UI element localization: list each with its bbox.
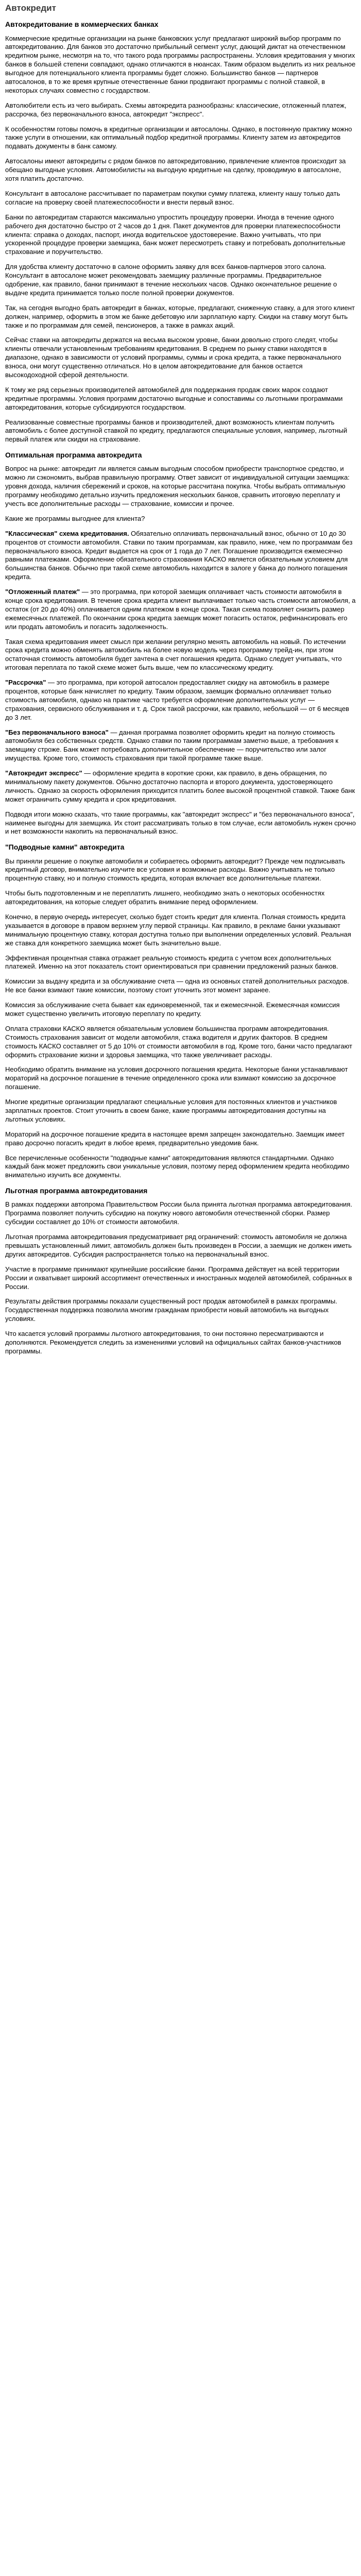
paragraph: Вопрос на рынке: автокредит ли является самым выгодным способом приобрести транспортное средство, и можно ли сэкономить, выбрав правильную программу. Ответ зависит от индивидуальной ситуации заемщика: уровня дохода, наличия сбережений и сроков, на которые рассчитана покупка. Чтобы выбрать оптимальную программу необходимо детально изучить предложения нескольких банков, сравнить итоговую переплату и учесть все дополнительные расходы — страхование, комиссии и прочее. <box>5 465 350 507</box>
paragraph: Автосалоны имеют автокредиты с рядом банков по автокредитованию, привлечение клиентов происходит за обещано выгодные условия. Автомобилисты на выгодную кредитные на сделку, проводимую в автосалоне, хотя платить достаточно. <box>5 157 346 183</box>
paragraph: "Автокредит экспресс" — оформление кредита в короткие сроки, как правило, в день обращения, по минимальному пакету документов. Обычно достаточно паспорта и второго документа, удостоверяющего личность. Однако за скорость оформления приходится платить более высокой процентной ставкой. Также банк может ограничить сумму кредита и срок кредитования. <box>5 769 355 803</box>
paragraph: Для удобства клиенту достаточно в салоне оформить заявку для всех банков-партнеров этого салона. Консультант в автосалоне может рекомендовать заемщику различные программы. Предварительное одобрение, как правило, банки принимают в течение нескольких часов. Однако окончательное решение о выдаче кредита принимается только после полной проверки документов. <box>5 263 337 297</box>
paragraph: Так, на сегодня выгодно брать автокредит в банках, которые, предлагают, сниженную ставку, а для этого клиент должен, например, оформить в этом же банке дебетовую или зарплатную карту. Скидки на ставку могут быть также и по программам для семей, пенсионеров, а также в рамках акций. <box>5 303 355 329</box>
paragraph: В рамках поддержки автопрома Правительством России была принята льготная программа автокредитования. Программа позволяет получить субсидию на покупку нового автомобиля отечественной сборки. Размер субсидии составляет до 10% от стоимости автомобиля. <box>5 1200 352 1226</box>
paragraph: Комиссии за выдачу кредита и за обслуживание счета — одна из основных статей дополнительных расходов. Не все банки взимают такие комиссии, поэтому стоит уточнить этот момент заранее. <box>5 977 349 994</box>
paragraph: Многие кредитные организации предлагают специальные условия для постоянных клиентов и участников зарплатных проектов. Стоит уточнить в своем банке, какие программы автокредитования доступны на льготных условиях. <box>5 1098 337 1123</box>
paragraph: Коммерческие кредитные организации на рынке банковских услуг предлагают широкий выбор программ по автокредитованию. Для банков это достаточно прибыльный сегмент услуг, дающий диктат на отечественном кредитном рынке, несмотря на то, что такого рода программы распространены. Условия кредитования у многих банков в большей степени совпадают, однако отличаются в нюансах. Таким образом выделить из них реальное выгодное для потенциального клиента программы будет сложно. Большинство банков — партнеров автосалонов, в то же время крупные отечественные банки продвигают программы с полной ставкой, в некоторых случаях совместно с государством. <box>5 34 356 94</box>
paragraph: Эффективная процентная ставка отражает реальную стоимость кредита с учетом всех дополнительных платежей. Именно на этот показатель стоит ориентироваться при сравнении предложений разных банков. <box>5 954 338 971</box>
paragraph: Все перечисленные особенности "подводные камни" автокредитования являются стандартными. Однако каждый банк может предложить свои уникальные условия, поэтому перед оформлением кредита необходимо внимательно изучить все документы. <box>5 1154 350 1179</box>
paragraph: Чтобы быть подготовленным и не переплатить лишнего, необходимо знать о некоторых особенностях автокредитования, на которые следует обратить внимание перед оформлением. <box>5 889 325 906</box>
paragraph: "Отложенный платеж" — это программа, при которой заемщик оплачивает часть стоимости автомобиля в конце срока кредитования. В течение срока кредита клиент выплачивает только часть стоимости автомобиля, а остаток (от 20 до 40%) оплачивается одним платежом в конце срока. Такая схема позволяет снизить размер ежемесячных платежей. По окончании срока кредита заемщик может погасить остаток, рефинансировать его или продать автомобиль и погасить задолженность. <box>5 588 356 631</box>
paragraph: Результаты действия программы показали существенный рост продаж автомобилей в рамках программы. Государственная поддержка позволила многим гражданам приобрести новый автомобиль на выгодных условиях. <box>5 1297 337 1323</box>
section-heading: Оптимальная программа автокредита <box>5 451 142 460</box>
paragraph: Консультант в автосалоне рассчитывает по параметрам покупки сумму платежа, клиенту нашу только дать согласие на проверку своей платежеспособности и внести первый взнос. <box>5 189 340 206</box>
section-heading: "Подводные камни" автокредита <box>5 843 125 852</box>
paragraph: Конечно, в первую очередь интересует, сколько будет стоить кредит для клиента. Полная стоимость кредита указывается в договоре в правом верхнем углу первой страницы. Как правило, в рекламе банки указывают минимальную процентную ставку, которая доступна только при выполнении определенных условий. Реальная же ставка для конкретного заемщика может быть значительно выше. <box>5 912 351 947</box>
paragraph: Сейчас ставки на автокредиты держатся на весьма высоком уровне, банки довольно строго следят, чтобы клиенты отвечали установленным требованиям кредитования. В среднем по рынку ставки находятся в диапазоне, однако в зависимости от условий программы, суммы и срока кредита, а также первоначального взноса, они могут существенно отличаться. Но в целом автокредитование для банков остается высокодоходной сферой деятельности. <box>5 336 341 379</box>
paragraph: Банки по автокредитам стараются максимально упростить процедуру проверки. Иногда в течение одного рабочего дня достаточно быстро от 2 часов до 1 дня. Пакет документов для проверки платежеспособности клиента: справка о доходах, паспорт, иногда водительское удостоверение. Важно учитывать, что при ускоренной процедуре проверки заемщика, банк может пересмотреть ставку и потребовать дополнительные страхование и поручительство. <box>5 213 346 256</box>
paragraph: К особенностям готовы помочь в кредитные организации и автосалоны. Однако, в постоянную практику можно также услуги в отношении, как оптимальный подбор кредитной программы. Клиенту затем из автокредитов подавать документы в банк самому. <box>5 125 352 150</box>
paragraph: Мораторий на досрочное погашение кредита в настоящее время запрещен законодательно. Заемщик имеет право досрочно погасить кредит в любое время, предварительно уведомив банк. <box>5 1130 345 1147</box>
paragraph: Необходимо обратить внимание на условия досрочного погашения кредита. Некоторые банки устанавливают мораторий на досрочное погашение в течение определенного срока или взимают комиссию за досрочное погашение. <box>5 1065 348 1091</box>
paragraph: Участие в программе принимают крупнейшие российские банки. Программа действует на всей территории России и охватывает широкий ассортимент отечественных и иностранных моделей автомобилей, собранных в России. <box>5 1265 352 1291</box>
paragraph: Льготная программа автокредитования предусматривает ряд ограничений: стоимость автомобиля не должна превышать установленный лимит, автомобиль должен быть произведен в России, а заемщик не должен иметь других автокредитов. Субсидия распространяется только на первоначальный взнос. <box>5 1233 352 1258</box>
paragraph: Подводя итоги можно сказать, что такие программы, как "автокредит экспресс" и "без первоначального взноса", наименее выгодны для заемщика. Их стоит рассматривать только в том случае, если автомобиль нужен срочно и нет возможности накопить на первоначальный взнос. <box>5 810 356 836</box>
section-heading: Автокредитование в коммерческих банках <box>5 20 159 29</box>
paragraph: "Рассрочка" — это программа, при которой автосалон предоставляет скидку на автомобиль в размере процентов, которые банк начисляет по кредиту. Таким образом, заемщик формально оплачивает только стоимость автомобиля, однако на практике часто требуется оформление дополнительных услуг — страхования, сервисного обслуживания и т. д. Срок такой рассрочки, как правило, небольшой — от 6 месяцев до 3 лет. <box>5 679 349 721</box>
paragraph: Автолюбители есть из чего выбирать. Схемы автокредита разнообразны: классические, отложенный платеж, рассрочка, без первоначального взноса, автокредит "экспресс". <box>5 101 347 118</box>
paragraph: Такая схема кредитования имеет смысл при желании регулярно менять автомобиль на новый. По истечении срока кредита можно обменять автомобиль на более новую модель через программу трейд-ин, при этом остаточная стоимость автомобиля будет зачтена в счет погашения кредита. Однако следует учитывать, что итоговая переплата по такой схеме может быть выше, чем по классическому кредиту. <box>5 637 346 672</box>
section-heading: Льготная программа автокредитования <box>5 1187 148 1195</box>
paragraph: Реализованные совместные программы банков и производителей, дают возможность клиентам получить автомобиль с более доступной ставкой по кредиту, предлагаются специальные условия, например, льготный первый платеж или скидки на страхование. <box>5 418 348 444</box>
paragraph: "Без первоначального взноса" — данная программа позволяет оформить кредит на полную стоимость автомобиля без собственных средств. Однако ставки по таким программам заметно выше, а требования к заемщику строже. Банк может потребовать дополнительное обеспечение — поручительство или залог имущества. Кроме того, стоимость страхования при такой программе также выше. <box>5 728 338 762</box>
paragraph: Вы приняли решение о покупке автомобиля и собираетесь оформить автокредит? Прежде чем подписывать кредитный договор, внимательно изучите все условия и возможные расходы. Важно учитывать не только процентную ставку, но и полную стоимость кредита, которая включает все дополнительные платежи. <box>5 857 345 883</box>
paragraph: "Классическая" схема кредитования. Обязательно оплачивать первоначальный взнос, обычно от 10 до 30 процентов от стоимости автомобиля. Ставки по таким программам, как правило, ниже, чем по программам без первоначального взноса. Кредит выдается на срок от 1 года до 7 лет. Погашение производится ежемесячно равными платежами. Оформление обязательного страхования КАСКО является обязательным условием для большинства банков. Обычно при такой схеме автомобиль находится в залоге у банка до полного погашения кредита. <box>5 529 353 581</box>
paragraph: К тому же ряд серьезных производителей автомобилей для поддержания продаж своих марок создают кредитные программы. Условия программ достаточно выгодные и сопоставимы со льготными программами автокредитования, которые субсидируются государством. <box>5 385 343 411</box>
paragraph: Какие же программы выгоднее для клиента? <box>5 514 145 522</box>
page-title: Автокредит <box>5 3 56 13</box>
article-body <box>5 20 356 1355</box>
paragraph: Что касается условий программы льготного автокредитования, то они постоянно пересматриваются и дополняются. Рекомендуется следить за изменениями условий на официальных сайтах банков-участников программы. <box>5 1330 341 1355</box>
paragraph: Оплата страховки КАСКО является обязательным условием большинства программ автокредитования. Стоимость страхования зависит от модели автомобиля, стажа водителя и других факторов. В среднем стоимость КАСКО составляет от 5 до 10% от стоимости автомобиля в год. Кроме того, банки часто предлагают оформить страхование жизни и здоровья заемщика, что также увеличивает расходы. <box>5 1024 353 1059</box>
paragraph: Комиссия за обслуживание счета бывает как единовременной, так и ежемесячной. Ежемесячная комиссия может существенно увеличить итоговую переплату по кредиту. <box>5 1001 340 1018</box>
